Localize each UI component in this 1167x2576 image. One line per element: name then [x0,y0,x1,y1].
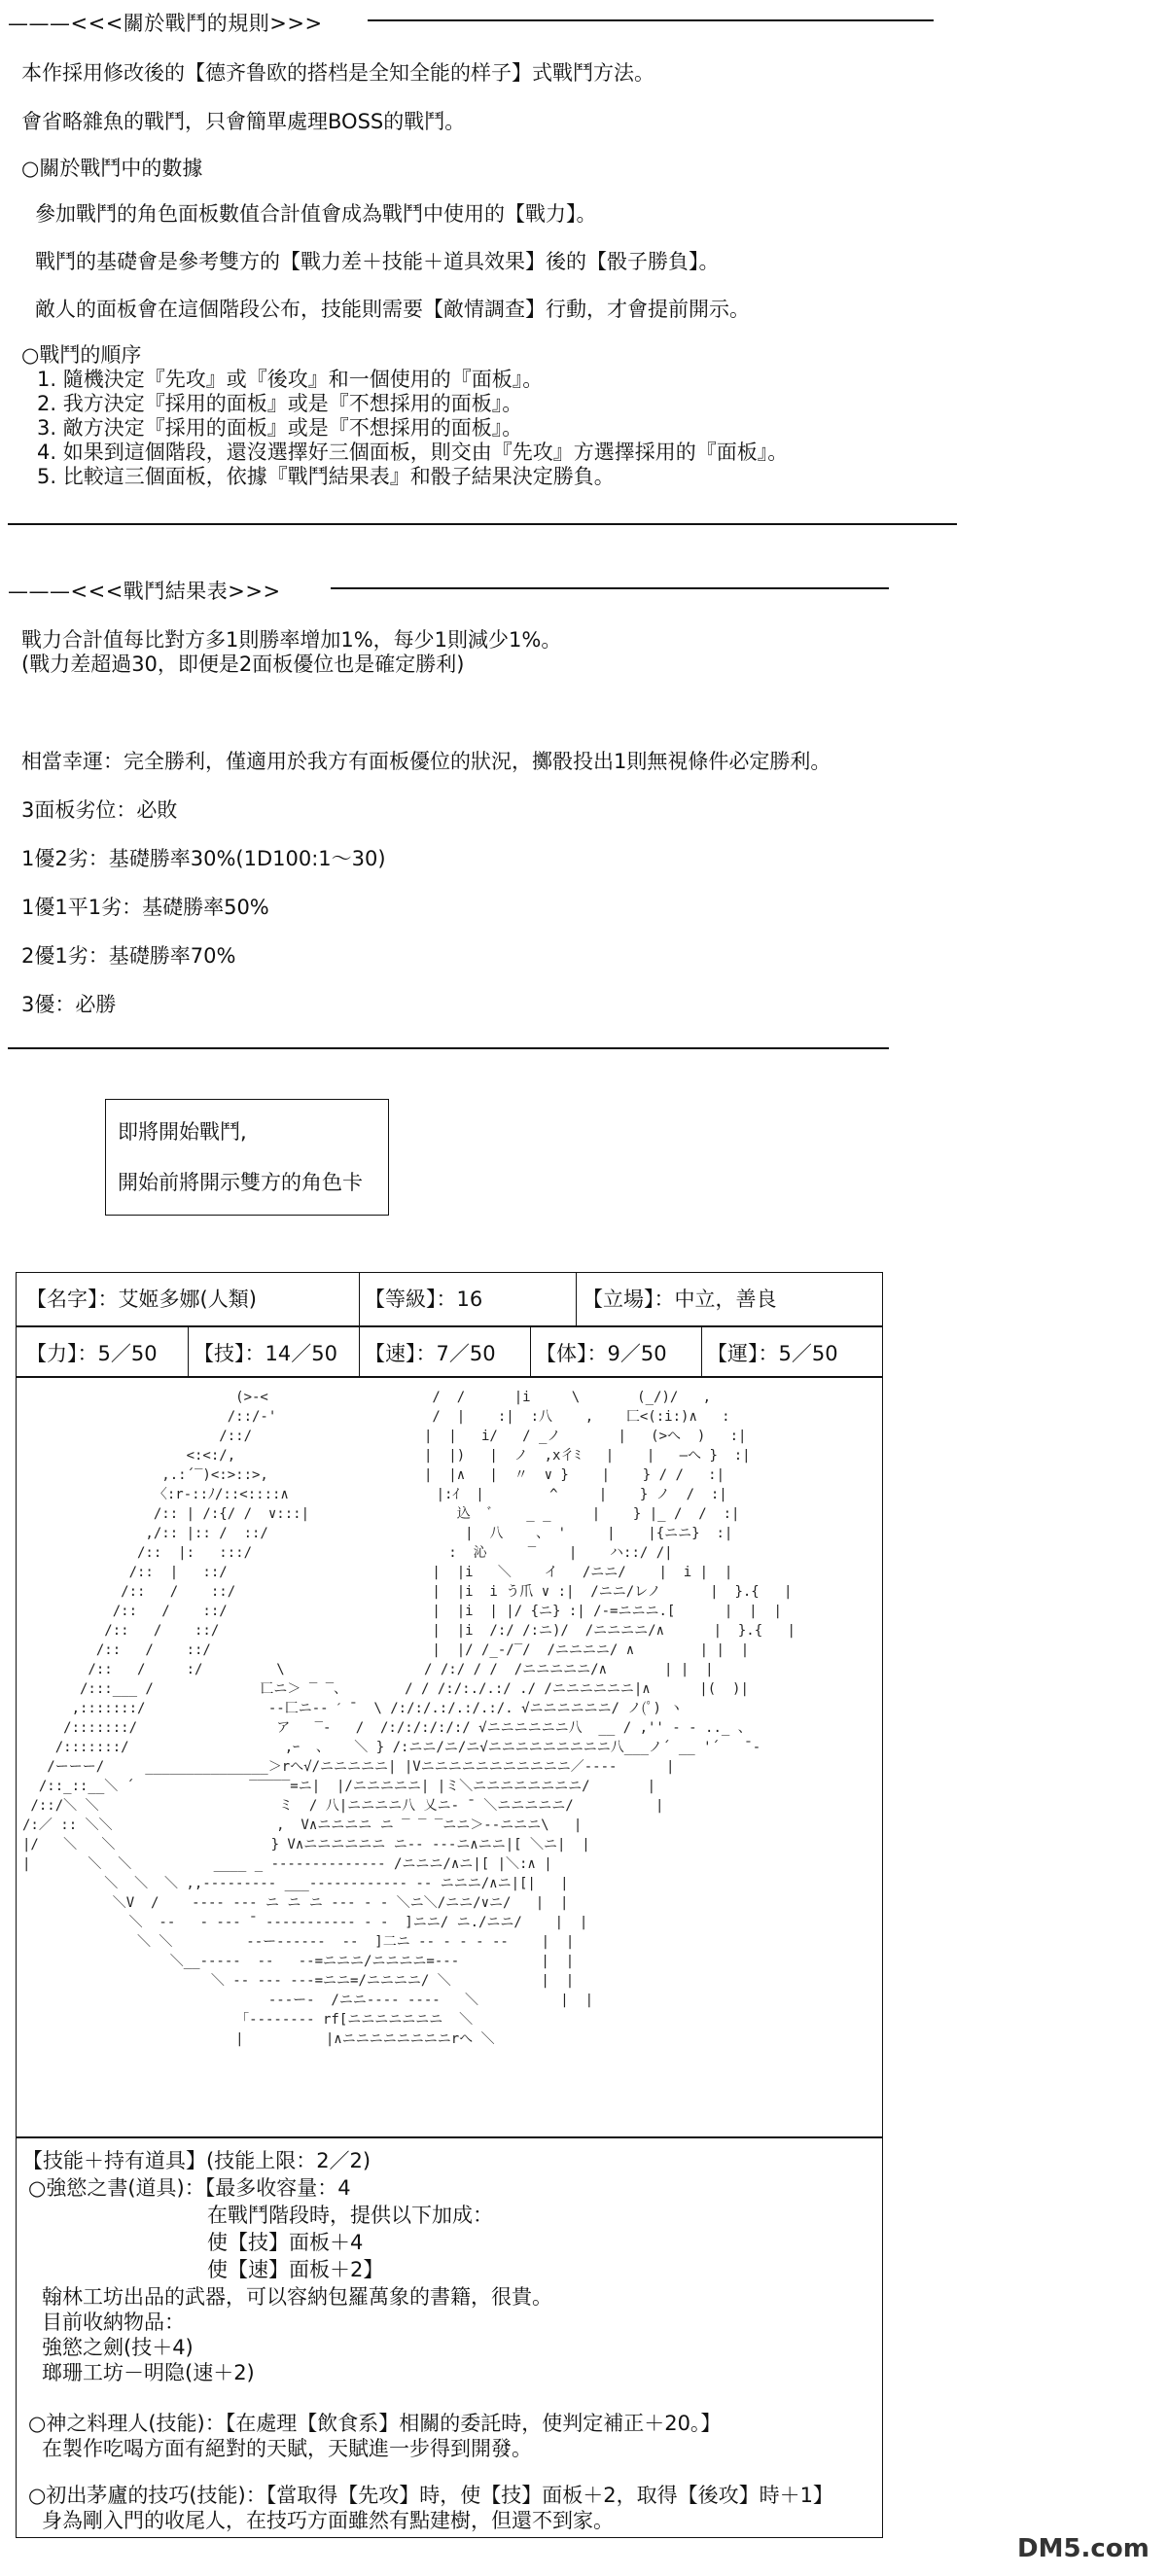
stat-luck: 【運】：5／50 [707,1342,838,1365]
skill1-line-5: 翰林工坊出品的武器，可以容納包羅萬象的書籍，很貴。 [42,2285,552,2309]
order-item-3: 3. 敵方決定『採用的面板』或是『不想採用的面板』。 [37,416,523,440]
skill2-line-1: ○神之料理人(技能)：【在處理【飲食系】相關的委託時，使判定補正＋20。】 [28,2412,722,2435]
skill1-line-1: ○強慾之書(道具)：【最多收容量：4 [28,2176,351,2200]
results-header-line [331,587,889,589]
skill3-line-1: ○初出茅廬的技巧(技能)：【當取得【先攻】時，使【技】面板＋2，取得【後攻】時＋1】 [28,2484,833,2507]
result-outcome-5: 3優：必勝 [21,993,117,1016]
skill1-line-2: 在戰鬥階段時，提供以下加成： [207,2204,493,2227]
character-portrait-art: (>-< / / |i \ (_/)/ , /::/-' / | :| :八 , 匚<(:i:)∧ : /::/ | | i/ / _ノ | (>へ ) :| <:<:/, | |) | ノ ,x彳ﾐ | | ―へ } :| ,.:´‾)<:>::>, | |∧ | 〃 ∨ } | } / / :| 〈:r‐::ﾉ/::<::::∧ |:ｲ | ^ | } ノ / :| /:: | /:{/ / ∨:::| 込 ﾞ _ _ | } |_ / / :| ,/:: |:: / ::/ | 八 、 ' | |{ニニ} :| /:: |: :::/ : 沁 ‾ | ハ::/ /| /:: | ::/ | |i ＼ イ /ニニ/ | i | | /:: / ::/ | |i i う爪 ∨ :| /ニニ/レノ | }.{ | /:: / ::/ | |i | |/ {ニ} :| /‐=ニニニ.[ | | | /:: / ::/ | |i /:/ /:ニ)/ /ニニニニ/∧ | }.{ | /:: / ::/ | |/ /_‐/‾/ /ニニニニ/ ∧ | | | /:: / :/ \ / /:/ / / /ニニニニニ/∧ | | | /:::___ / 匸ニ＞ ‾ ‾、 / / /:/:./.:/ ./ /ニニニニニニ|∧ |( )| ,:::::::/ ‐‐匚ニ‐‐ ˊ ˉ \ /:/:/.:/.:/.:/. √ニニニニニニ/ ノ(ﾟ) ヽ /:::::::/ ア ‾‐ / /:/:/:/:/:/ √ニニニニニニ八 __ / ,'' - ‐ .._ 、 /:::::::/ ,ｰ 、 ＼ } /:ニニ/ニ/ニ√ニニニニニニニニニ八___ノ´ __ '´ ¯‐ /ーーー/ _______________＞rへ√/ニニニニニ| |Vニニニニニニニニニニニ／‐‐‐‐ | /::_::__＼ ´ ‾‾‾‾‾=ニ| |/ニニニニニ| |ミ＼ニニニニニニニニ/ | /::/＼ ＼ ミ / 八|ニニニニ八 乂ニ‐ ¯ ＼ニニニニニ/ | /:／ :: ＼＼ , V∧ニニニニ ニ ‾ ‾ ‾ニニ＞‐‐ニニニ\ | |/ ＼ ＼ } V∧ニニニニニニ ニ‐‐ ‐‐‐ニ∧ニニ|[ ＼ニ| | | ＼ ＼ ____ _ ‐‐‐‐‐‐‐‐‐‐‐‐‐‐ /ニニニ/∧ニ|[ |＼:∧ | ＼ ＼ ＼ ,,--‐‐‐‐‐‐‐ ___‐‐‐‐‐‐‐‐‐‐‐‐ ‐‐ ニニニ/∧ニ|[| | ＼V / ‐‐‐‐ ‐‐‐ ニ ニ ニ ‐‐‐ ‐ ‐ ＼ニ＼/ニニ/∨ニ/ | | ＼ ‐‐ ‐ ‐‐‐ ¯ ‐‐‐‐‐‐‐‐‐‐‐ ‐ ‐ ]ニニ/ ニ./ニニ/ | | ＼ ＼ ‐‐ー‐‐‐‐‐‐ ‐‐ ]二ニ ‐‐ ‐ ‐ ‐ ‐‐ | | ＼__‐‐‐‐‐ ‐‐ ‐‐=ニニニ/ニニニニ=‐‐‐ | | ＼ ‐‐ ‐‐‐ ‐‐‐=ニニ=/ニニニニ/ ＼ | | ‐‐‐ー‐ /ニニ‐‐‐‐ ‐‐‐‐ ＼ | | 「‐‐‐‐‐‐‐‐ rf[ニニニニニニニ ＼ | |∧ニニニニニニニニrへ ＼ [22,1390,796,2047]
skill1-line-7: 強慾之劍(技＋4) [42,2336,194,2359]
rules-header: ———<<<關於戰鬥的規則>>> [8,12,323,35]
results-bottom-line [8,1047,889,1049]
numbers-line-3: 敵人的面板會在這個階段公布，技能則需要【敵情調查】行動，才會提前開示。 [35,298,750,321]
results-line-1: 戰力合計值每比對方多1則勝率增加1%，每少1則減少1%。 [21,628,562,652]
result-outcome-4: 2優1劣：基礎勝率70% [21,944,236,968]
order-title: ○戰鬥的順序 [21,343,142,367]
stat-spd: 【速】：7／50 [365,1342,496,1365]
rules-intro-2: 會省略雜魚的戰鬥，只會簡單處理BOSS的戰鬥。 [21,110,466,133]
card-divider [359,1273,360,1325]
stat-tech: 【技】：14／50 [194,1342,337,1365]
card-stance: 【立場】：中立，善良 [583,1288,777,1311]
result-outcome-1: 3面板劣位：必敗 [21,798,178,822]
card-divider [701,1325,702,1376]
stat-str: 【力】：5／50 [26,1342,158,1365]
site-watermark: DM5.com [1017,2534,1149,2563]
stat-body: 【体】：9／50 [536,1342,667,1365]
rules-bottom-line [8,523,957,525]
card-row-line [17,1325,882,1327]
skill1-line-4: 使【速】面板＋2】 [207,2258,384,2281]
order-item-2: 2. 我方決定『採用的面板』或是『不想採用的面板』。 [37,392,523,415]
rules-header-line [368,19,934,21]
skills-header: 【技能＋持有道具】(技能上限：2／2) [22,2149,371,2172]
order-item-5: 5. 比較這三個面板，依據『戰鬥結果表』和骰子結果決定勝負。 [37,465,615,488]
order-item-1: 1. 隨機決定『先攻』或『後攻』和一個使用的『面板』。 [37,368,544,391]
card-level: 【等級】：16 [365,1288,483,1311]
card-row-line [17,1376,882,1378]
card-name: 【名字】：艾姬多娜(人類) [26,1288,257,1311]
card-art-line [17,2136,882,2138]
card-divider [359,1325,360,1376]
rules-intro-1: 本作採用修改後的【德齐鲁欧的搭档是全知全能的样子】式戰鬥方法。 [21,61,654,85]
numbers-line-2: 戰鬥的基礎會是參考雙方的【戰力差＋技能＋道具效果】後的【骰子勝負】。 [35,250,720,273]
card-divider [188,1325,189,1376]
notice-line-2: 開始前將開示雙方的角色卡 [118,1171,363,1194]
result-outcome-3: 1優1平1劣：基礎勝率50% [21,896,269,919]
skill1-line-3: 使【技】面板＋4 [207,2231,364,2254]
character-card [16,1272,883,2538]
results-lucky: 相當幸運：完全勝利，僅適用於我方有面板優位的狀況，擲骰投出1則無視條件必定勝利。 [21,750,831,773]
order-item-4: 4. 如果到這個階段，還沒選擇好三個面板，則交由『先攻』方選擇採用的『面板』。 [37,441,789,464]
numbers-line-1: 參加戰鬥的角色面板數值合計值會成為戰鬥中使用的【戰力】。 [35,202,597,226]
skill1-line-8: 瑯珊工坊－明隐(速＋2) [42,2361,255,2384]
notice-line-1: 即將開始戰鬥, [118,1120,247,1144]
notice-box [105,1099,389,1216]
card-divider [530,1325,531,1376]
results-line-2: (戰力差超過30，即便是2面板優位也是確定勝利) [21,653,465,676]
skill1-line-6: 目前收納物品： [42,2311,185,2334]
card-divider [576,1273,577,1325]
numbers-title: ○關於戰鬥中的數據 [21,157,203,180]
result-outcome-2: 1優2劣：基礎勝率30%(1D100:1～30) [21,847,386,870]
skill2-line-2: 在製作吃喝方面有絕對的天賦，天賦進一步得到開發。 [42,2437,532,2460]
results-header: ———<<<戰鬥結果表>>> [8,580,281,603]
skill3-line-2: 身為剛入門的收尾人，在技巧方面雖然有點建樹，但還不到家。 [42,2509,614,2532]
